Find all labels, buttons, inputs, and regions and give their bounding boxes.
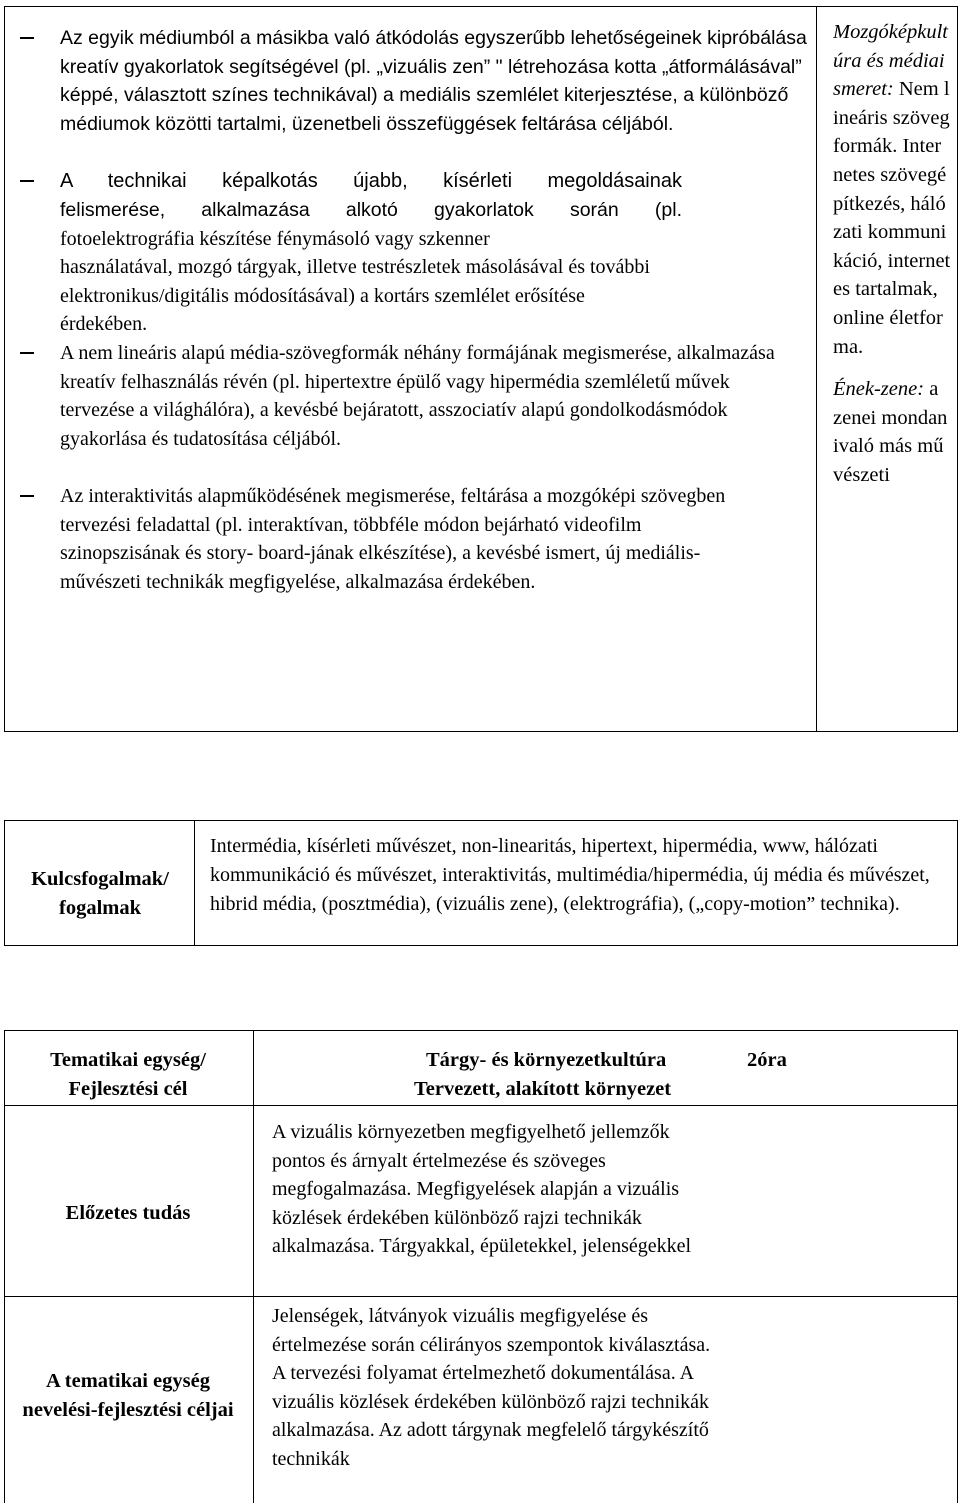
unit-title: Tárgy- és környezetkultúra (426, 1049, 667, 1071)
unit-row-divider (4, 1296, 958, 1297)
bullet-text-nonlinear: A nem lineáris alapú média-szövegformák néhány formájának megismerése, alkalmazása kreatív felhasználás révén (pl. hipertextre épülő vagy hipermédia szemléletű művek tervezése a világhálóra), a kevésbé bejáratott, asszociatív alapú gondolkodásmódok gyakorlása és tudatosítása céljából. (60, 342, 775, 450)
bullet-text-interactivity: Az interaktivitás alapműködésének megismerése, feltárása a mozgóképi szövegben tervezési feladattal (pl. interaktívan, többféle módon bejárható videofilm szinopszisának és story- board-jának elkészítése), a kevésbé ismert, új mediális-művészeti technikák megfigyelése, alkalmazása érdekében. (60, 485, 726, 593)
side-column (833, 18, 951, 726)
unit-hours: 2óra (747, 1049, 787, 1071)
side-music-heading: Ének-zene: (833, 378, 925, 401)
unit-row-divider (4, 1105, 958, 1106)
bullet-dash (20, 495, 34, 497)
bullet-text-technical-imaging-lines: felismerése, alkalmazása alkotó gyakorlatok során (pl. fotoelektrográfia készítése fénymásoló vagy szkenner használatával, mozgó tárgyak, illetve testrészletek másolásával és további elektronikus/digitális módosításával) a kortárs szemlélet erősítése érdekében. (60, 199, 682, 336)
unit-subtitle: Tervezett, alakított környezet (414, 1078, 672, 1100)
bullet-dash (20, 180, 34, 182)
unit-header-label: Tematikai egység/ Fejlesztési cél (50, 1049, 206, 1100)
prior-knowledge-label: Előzetes tudás (65, 1202, 191, 1224)
keywords-label: Kulcsfogalmak/ fogalmak (31, 868, 169, 919)
side-music-text: a zenei mondanivaló más művészeti (833, 378, 948, 486)
keywords-column-divider (194, 820, 195, 946)
bullet-dash (20, 352, 34, 354)
bullet-text-recoding: Az egyik médiumból a másikba való átkódolás egyszerűbb lehetőségeinek kipróbálása kreatív gyakorlatok segítségével (pl. „vizuális zen” " létrehozása kotta „átformálásával” képpé, választott színes technikával) a mediális szemlélet kiterjesztése, a különböző médiumok közötti tartalmi, üzenetbeli összefüggések feltárása céljából. (60, 27, 807, 135)
unit-column-divider (253, 1030, 254, 1503)
keywords-text: Intermédia, kísérleti művészet, non-linearitás, hipertext, hipermédia, www, hálózati kommunikáció és művészet, interaktivitás, multimédia/hipermédia, új média és művészet, hibrid média, (posztmédia), (vizuális zene), (elektrográfia), („copy-motion” technika). (210, 835, 930, 915)
unit-goals-text: Jelenségek, látványok vizuális megfigyelése és értelmezése során célirányos szempontok kiválasztása. A tervezési folyamat értelmezhető dokumentálása. A vizuális közlések érdekében különböző rajzi technikák alkalmazása. Az adott tárgynak megfelelő tárgykészítő technikák (272, 1305, 711, 1470)
side-media-text: Nem lineáris szövegformák. Internetes szövegépítkezés, hálózati kommunikáció, internetes tartalmak, online életforma. (833, 78, 951, 358)
prior-knowledge-text: A vizuális környezetben megfigyelhető jellemzők pontos és árnyalt értelmezése és szöveges megfogalmazása. Megfigyelések alapján a vizuális közlések érdekében különböző rajzi technikák alkalmazása. Tárgyakkal, épületekkel, jelenségekkel (272, 1121, 692, 1258)
unit-goals-label: A tematikai egység nevelési-fejlesztési céljai (22, 1370, 234, 1421)
bullet-dash (20, 37, 34, 39)
bullet-text-technical-imaging: A technikai képalkotás újabb, kísérleti megoldásainak (60, 170, 682, 192)
side-media-heading: Mozgóképkultúra és médiaismeret: (833, 21, 948, 101)
